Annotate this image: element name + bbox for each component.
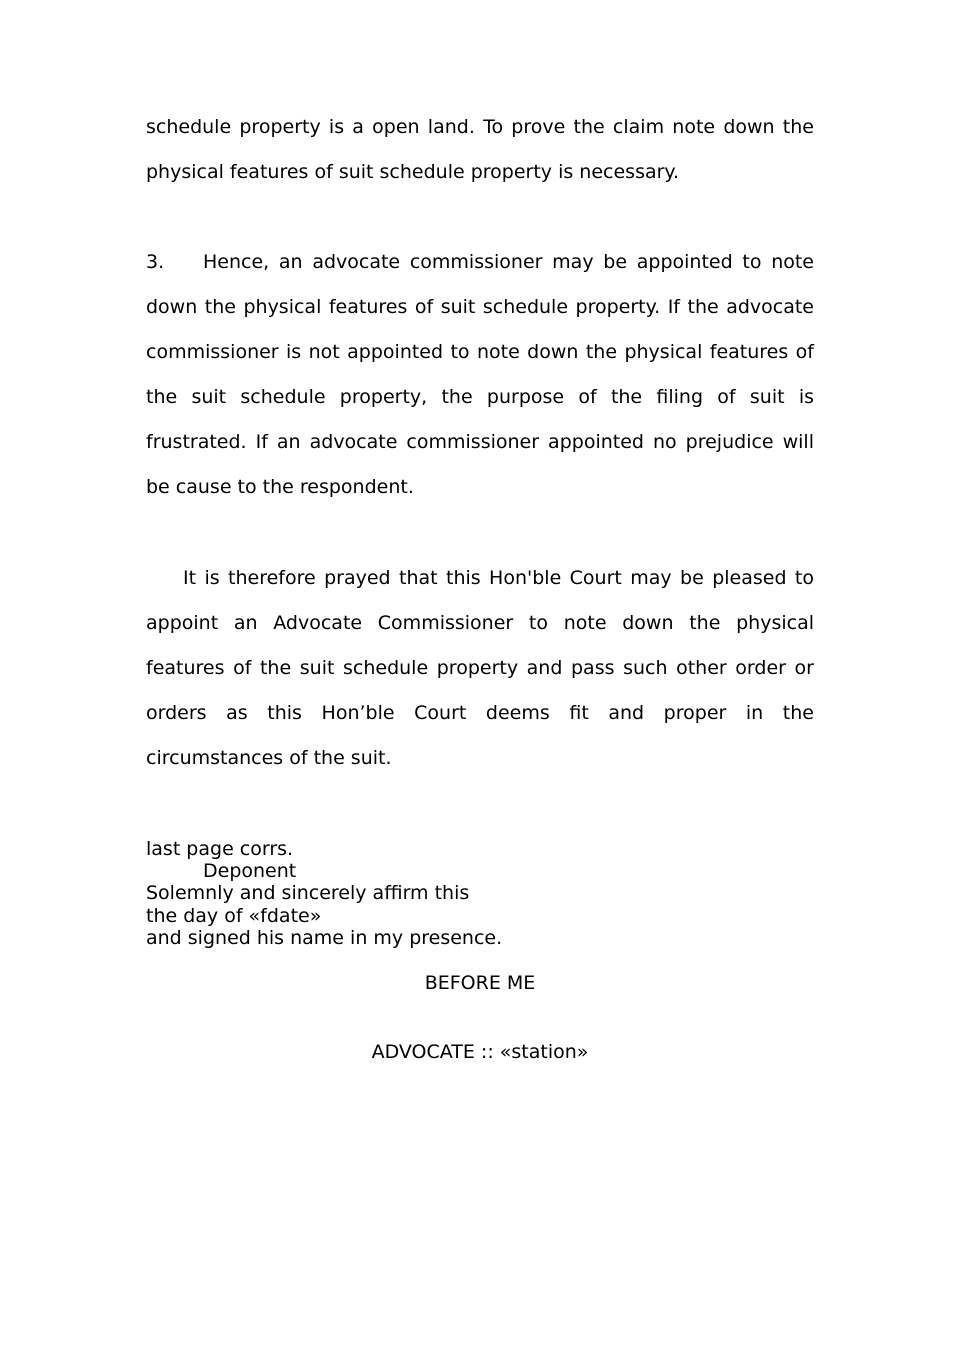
before-me-label: BEFORE ME [424,972,536,994]
prayer-line-5: circumstances of the suit. [146,747,392,769]
prayer-line-2: appoint an Advocate Commissioner to note down the physical [146,612,814,634]
paragraph-3-line-1-text: Hence, an advocate commissioner may be appointed to note [203,251,814,273]
day-of-line: the day of «fdate» [146,905,322,927]
deponent-label: Deponent [203,860,297,882]
prayer-line-3: features of the suit schedule property and pass such other order or [146,657,814,679]
affirm-line: Solemnly and sincerely affirm this [146,882,470,904]
signed-line: and signed his name in my presence. [146,927,503,949]
advocate-station-label: ADVOCATE :: «station» [371,1041,589,1063]
paragraph-3-line-6: be cause to the respondent. [146,476,414,498]
continued-paragraph-line-1: schedule property is a open land. To prove the claim note down the [146,116,814,138]
paragraph-3-line-4: the suit schedule property, the purpose of the filing of suit is [146,386,814,408]
paragraph-3-line-3: commissioner is not appointed to note down the physical features of [146,341,814,363]
paragraph-number: 3. [146,251,165,273]
continued-paragraph-line-2: physical features of suit schedule property is necessary. [146,161,680,183]
paragraph-3-line-1 [146,251,814,273]
paragraph-3-line-2: down the physical features of suit schedule property. If the advocate [146,296,814,318]
last-page-note: last page corrs. [146,838,294,860]
prayer-line-4: orders as this Hon’ble Court deems fit and proper in the [146,702,814,724]
paragraph-3-line-5: frustrated. If an advocate commissioner appointed no prejudice will [146,431,814,453]
prayer-line-1: It is therefore prayed that this Hon'ble Court may be pleased to [183,567,814,589]
